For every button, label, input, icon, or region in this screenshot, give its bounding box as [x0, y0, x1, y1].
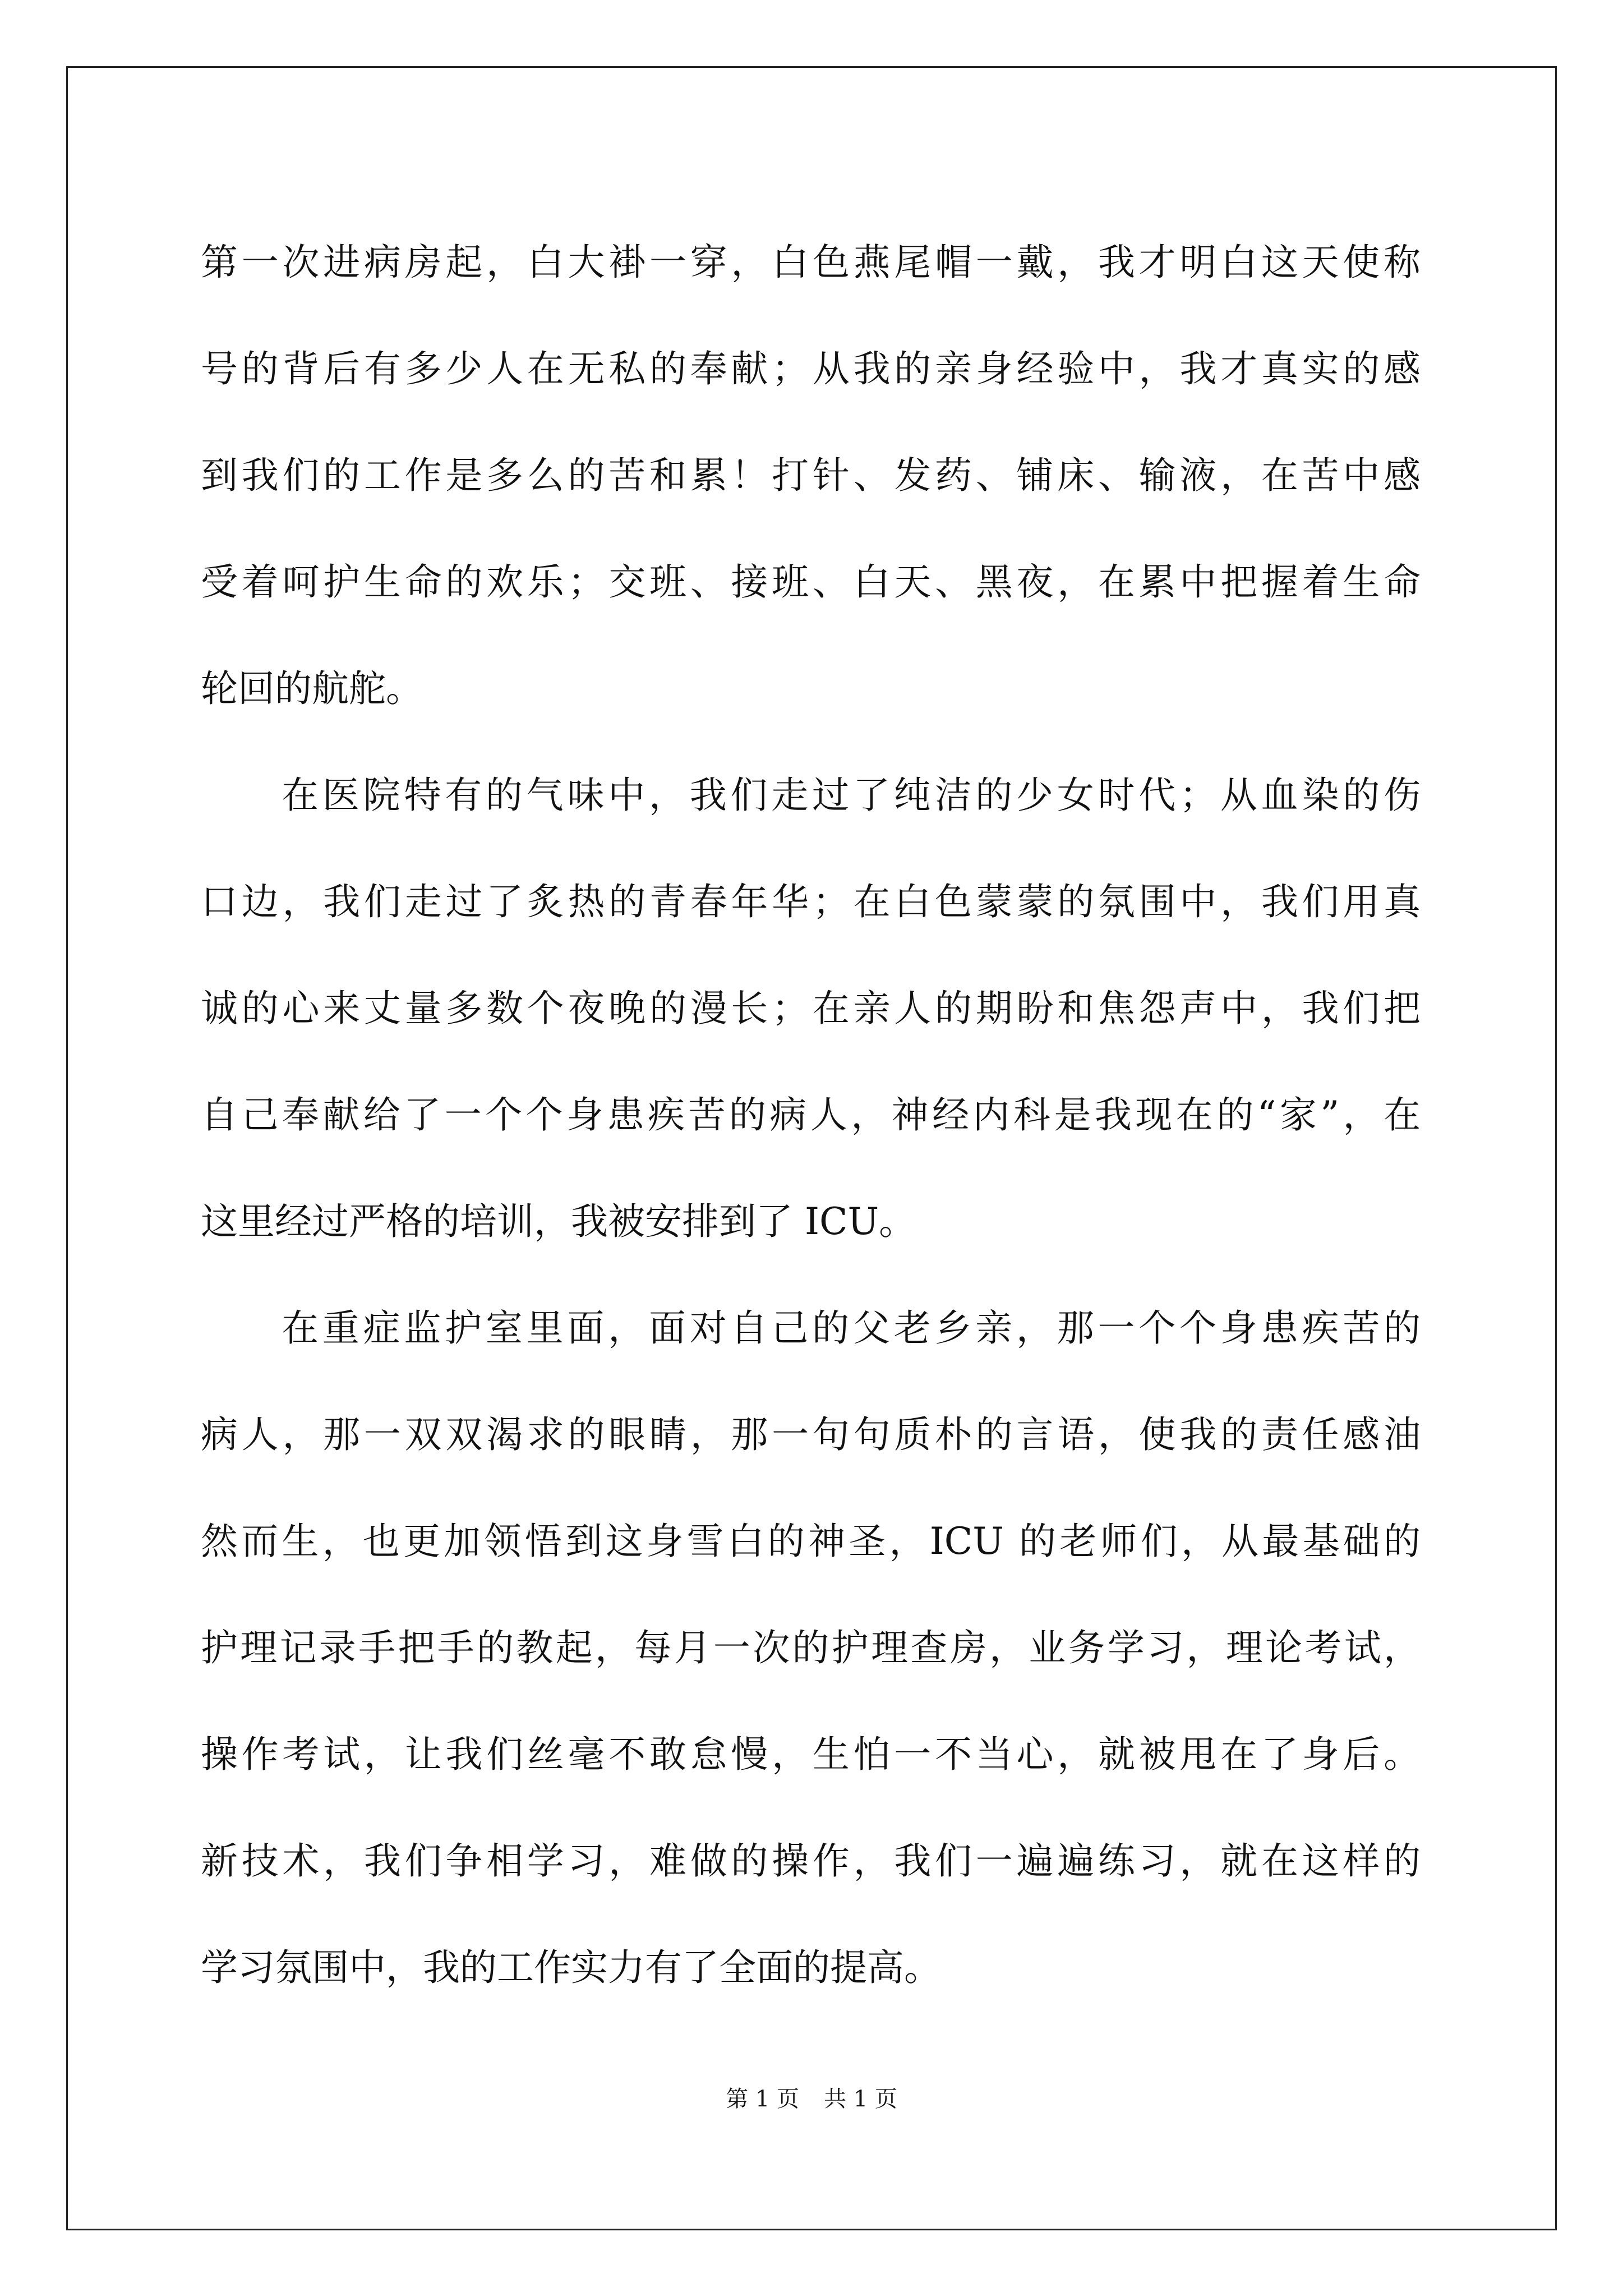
paragraph-3-line-7: 学习氛围中，我的工作实力有了全面的提高。	[201, 1946, 941, 1989]
paragraph-1-line-4: 受着呵护生命的欢乐；交班、接班、白天、黑夜，在累中把握着生命	[201, 560, 1421, 604]
paragraph-1-line-2: 号的背后有多少人在无私的奉献；从我的亲身经验中，我才真实的感	[201, 347, 1421, 390]
paragraph-2-line-5: 这里经过严格的培训，我被安排到了 ICU。	[201, 1200, 916, 1243]
paragraph-3-line-3: 然而生，也更加领悟到这身雪白的神圣，ICU 的老师们，从最基础的	[201, 1520, 1421, 1563]
paragraph-3-line-2: 病人，那一双双渴求的眼睛，那一句句质朴的言语，使我的责任感油	[201, 1413, 1421, 1456]
paragraph-2-line-1: 在医院特有的气味中，我们走过了纯洁的少女时代；从血染的伤	[282, 774, 1421, 817]
paragraph-3-line-1: 在重症监护室里面，面对自己的父老乡亲，那一个个身患疾苦的	[282, 1306, 1421, 1350]
page-footer	[0, 2081, 1623, 2113]
paragraph-3-line-5: 操作考试，让我们丝毫不敢怠慢，生怕一不当心，就被甩在了身后。	[201, 1733, 1421, 1776]
paragraph-3-line-4: 护理记录手把手的教起，每月一次的护理查房，业务学习，理论考试，	[201, 1626, 1421, 1669]
paragraph-1-line-3: 到我们的工作是多么的苦和累！打针、发药、铺床、输液，在苦中感	[201, 454, 1421, 497]
paragraph-2-line-2: 口边，我们走过了炙热的青春年华；在白色蒙蒙的氛围中，我们用真	[201, 880, 1421, 923]
page-number: 第 1 页	[726, 2086, 799, 2112]
document-body	[201, 209, 1421, 2021]
page-total: 共 1 页	[824, 2086, 897, 2112]
paragraph-2-line-4: 自己奉献给了一个个身患疾苦的病人，神经内科是我现在的“家”，在	[201, 1093, 1421, 1137]
paragraph-3-line-6: 新技术，我们争相学习，难做的操作，我们一遍遍练习，就在这样的	[201, 1839, 1421, 1883]
paragraph-1-line-1: 第一次进病房起，白大褂一穿，白色燕尾帽一戴，我才明白这天使称	[201, 241, 1421, 284]
paragraph-2-line-3: 诚的心来丈量多数个夜晚的漫长；在亲人的期盼和焦怨声中，我们把	[201, 987, 1421, 1030]
paragraph-1-line-5: 轮回的航舵。	[201, 667, 423, 710]
